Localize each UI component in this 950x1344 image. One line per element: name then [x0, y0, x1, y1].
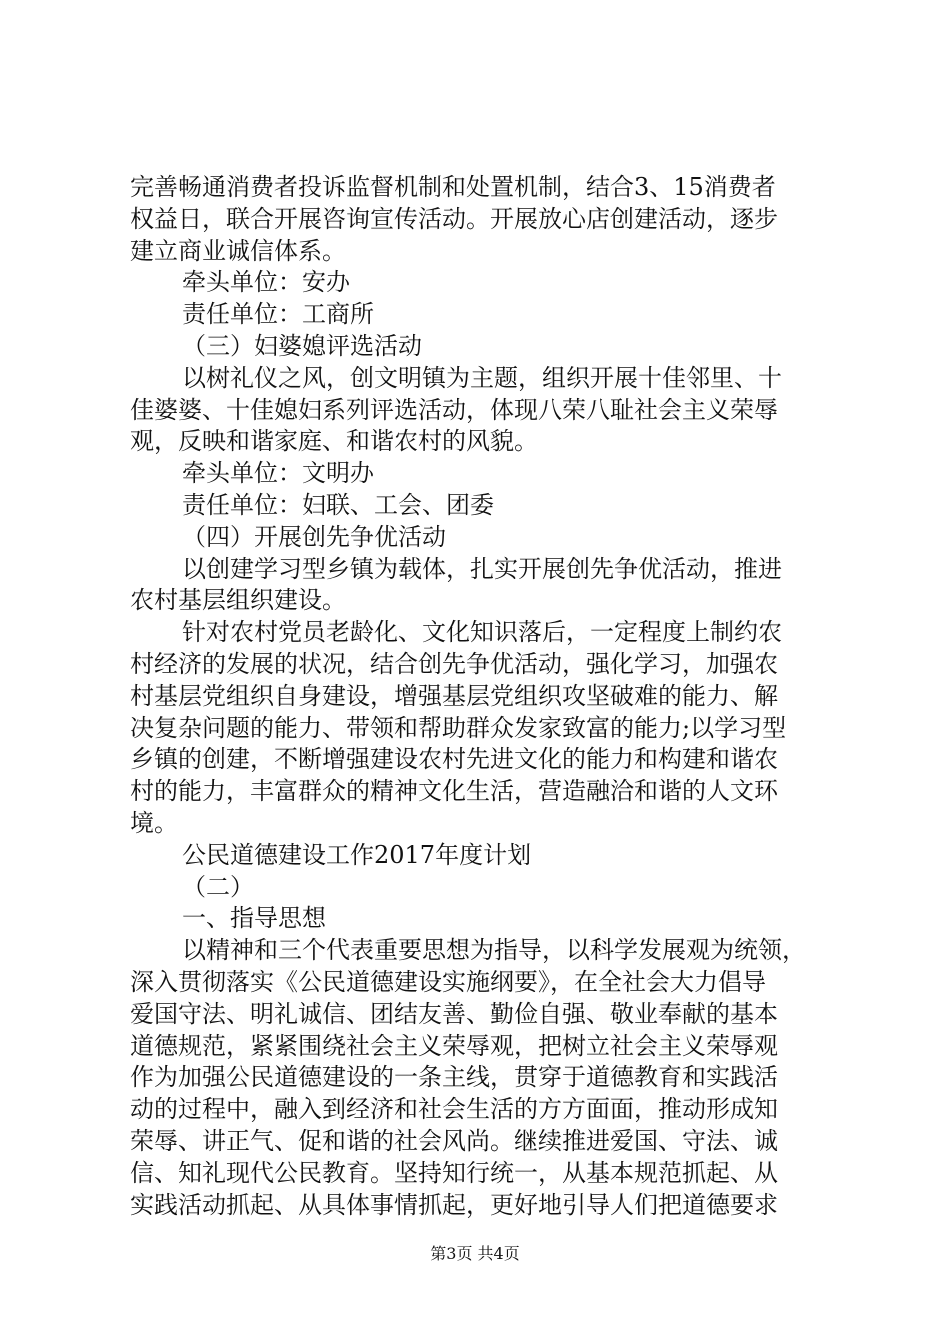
- text-line: 深入贯彻落实《公民道德建设实施纲要》，在全社会大力倡导: [130, 967, 766, 996]
- text-line: 以树礼仪之风，创文明镇为主题，组织开展十佳邻里、十: [182, 363, 782, 392]
- text-line: 权益日，联合开展咨询宣传活动。开展放心店创建活动，逐步: [130, 204, 778, 233]
- text-line: 决复杂问题的能力、带领和帮助群众发家致富的能力;以学习型: [130, 713, 787, 742]
- text-line: （四）开展创先争优活动: [182, 522, 446, 551]
- text-line: 农村基层组织建设。: [130, 586, 346, 615]
- text-line: 乡镇的创建，不断增强建设农村先进文化的能力和构建和谐农: [130, 745, 778, 774]
- text-line: 公民道德建设工作2017年度计划: [182, 840, 532, 869]
- text-line: 责任单位：工商所: [182, 300, 374, 329]
- text-line: 境。: [130, 808, 178, 837]
- text-line: 责任单位：妇联、工会、团委: [182, 490, 494, 519]
- page-footer: 第3页 共4页: [430, 1244, 520, 1263]
- text-line: 完善畅通消费者投诉监督机制和处置机制，结合3、15消费者: [130, 173, 776, 201]
- text-line: 针对农村党员老龄化、文化知识落后，一定程度上制约农: [182, 618, 782, 647]
- text-line: 以创建学习型乡镇为载体，扎实开展创先争优活动，推进: [182, 554, 782, 583]
- text-line: 牵头单位：文明办: [182, 459, 374, 488]
- text-line: 佳婆婆、十佳媳妇系列评选活动，体现八荣八耻社会主义荣辱: [130, 395, 778, 424]
- text-line: 观，反映和谐家庭、和谐农村的风貌。: [130, 427, 538, 456]
- document-body: [130, 172, 835, 1221]
- text-line: 信、知礼现代公民教育。坚持知行统一，从基本规范抓起、从: [130, 1158, 778, 1187]
- text-line: 荣辱、讲正气、促和谐的社会风尚。继续推进爱国、守法、诚: [130, 1126, 778, 1155]
- text-line: 村经济的发展的状况，结合创先争优活动，强化学习，加强农: [130, 649, 778, 678]
- text-line: 实践活动抓起、从具体事情抓起，更好地引导人们把道德要求: [130, 1190, 778, 1219]
- text-line: 作为加强公民道德建设的一条主线，贯穿于道德教育和实践活: [130, 1063, 778, 1092]
- text-line: （二）: [182, 872, 254, 901]
- text-line: 动的过程中，融入到经济和社会生活的方方面面，推动形成知: [130, 1095, 778, 1124]
- text-line: 爱国守法、明礼诚信、团结友善、勤俭自强、敬业奉献的基本: [130, 999, 778, 1028]
- text-line: 道德规范，紧紧围绕社会主义荣辱观，把树立社会主义荣辱观: [130, 1031, 778, 1060]
- text-line: （三）妇婆媳评选活动: [182, 331, 422, 360]
- text-line: 村的能力，丰富群众的精神文化生活，营造融洽和谐的人文环: [130, 777, 778, 806]
- text-line: 村基层党组织自身建设，增强基层党组织攻坚破难的能力、解: [130, 681, 778, 710]
- text-line: 一、指导思想: [182, 904, 326, 933]
- text-line: 建立商业诚信体系。: [130, 236, 346, 265]
- text-line: 牵头单位：安办: [182, 268, 350, 297]
- text-line: 以精神和三个代表重要思想为指导，以科学发展观为统领，: [182, 936, 806, 965]
